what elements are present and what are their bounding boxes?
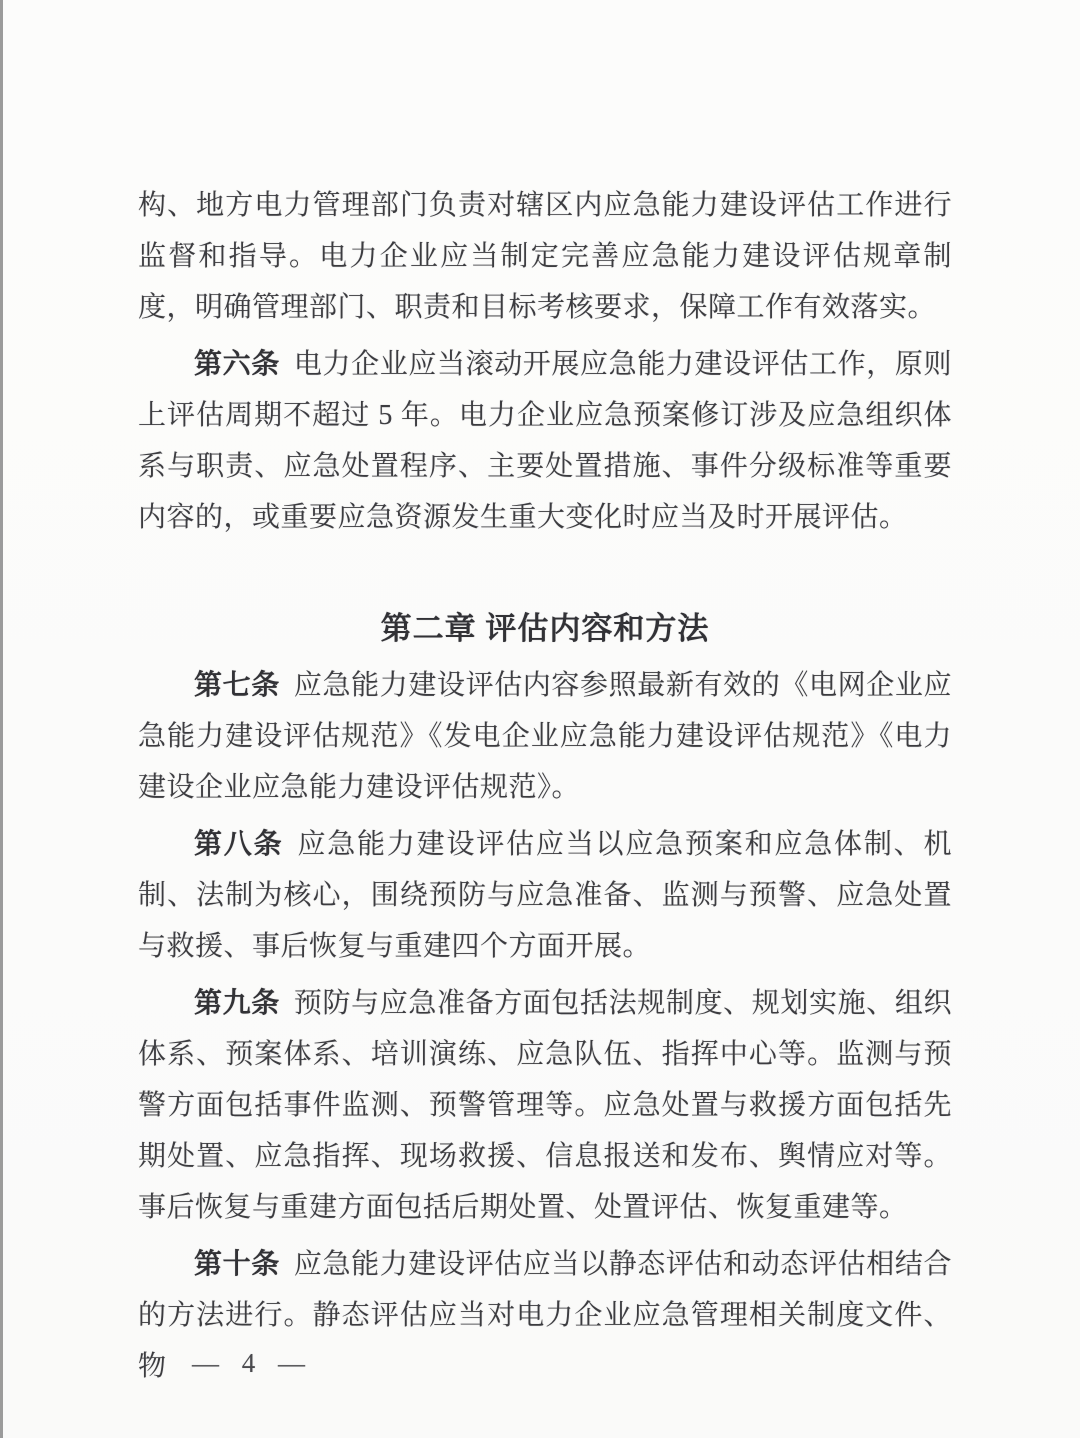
page-number: — 4 — [192,1348,313,1378]
document-body [138,180,952,1398]
paragraph-text: 预防与应急准备方面包括法规制度、规划实施、组织体系、预案体系、培训演练、应急队伍、指挥中心等。监测与预警方面包括事件监测、预警管理等。应急处置与救援方面包括先期处置、应急指挥、现场救援、信息报送和发布、舆情应对等。事后恢复与重建方面包括后期处置、处置评估、恢复重建等。 [138,988,952,1223]
article-number-label: 第八条 [194,829,284,860]
paragraph-text: 应急能力建设评估应当以静态评估和动态评估相结合的方法进行。静态评估应当对电力企业应急管理相关制度文件、物 [138,1249,952,1382]
article-number-label: 第十条 [194,1249,280,1280]
article-number-label: 第七条 [194,670,280,701]
body-paragraph [138,339,952,543]
paragraph-text: 应急能力建设评估内容参照最新有效的《电网企业应急能力建设评估规范》《发电企业应急能力建设评估规范》《电力建设企业应急能力建设评估规范》。 [138,670,952,803]
chapter-heading: 第二章 评估内容和方法 [380,611,710,646]
paragraph-text: 应急能力建设评估应当以应急预案和应急体制、机制、法制为核心，围绕预防与应急准备、监测与预警、应急处置与救援、事后恢复与重建四个方面开展。 [138,829,952,962]
body-paragraph [138,660,952,813]
body-paragraph [138,978,952,1233]
article-number-label: 第九条 [194,988,280,1019]
paragraph-text: 电力企业应当滚动开展应急能力建设评估工作，原则上评估周期不超过 5 年。电力企业应急预案修订涉及应急组织体系与职责、应急处置程序、主要处置措施、事件分级标准等重要内容的，或重要应急资源发生重大变化时应当及时开展评估。 [138,349,952,533]
scan-edge-line [0,0,3,1438]
body-paragraph [138,180,952,333]
paragraph-text: 构、地方电力管理部门负责对辖区内应急能力建设评估工作进行监督和指导。电力企业应当制定完善应急能力建设评估规章制度，明确管理部门、职责和目标考核要求，保障工作有效落实。 [138,190,952,323]
body-paragraph [138,819,952,972]
article-number-label: 第六条 [194,349,280,380]
